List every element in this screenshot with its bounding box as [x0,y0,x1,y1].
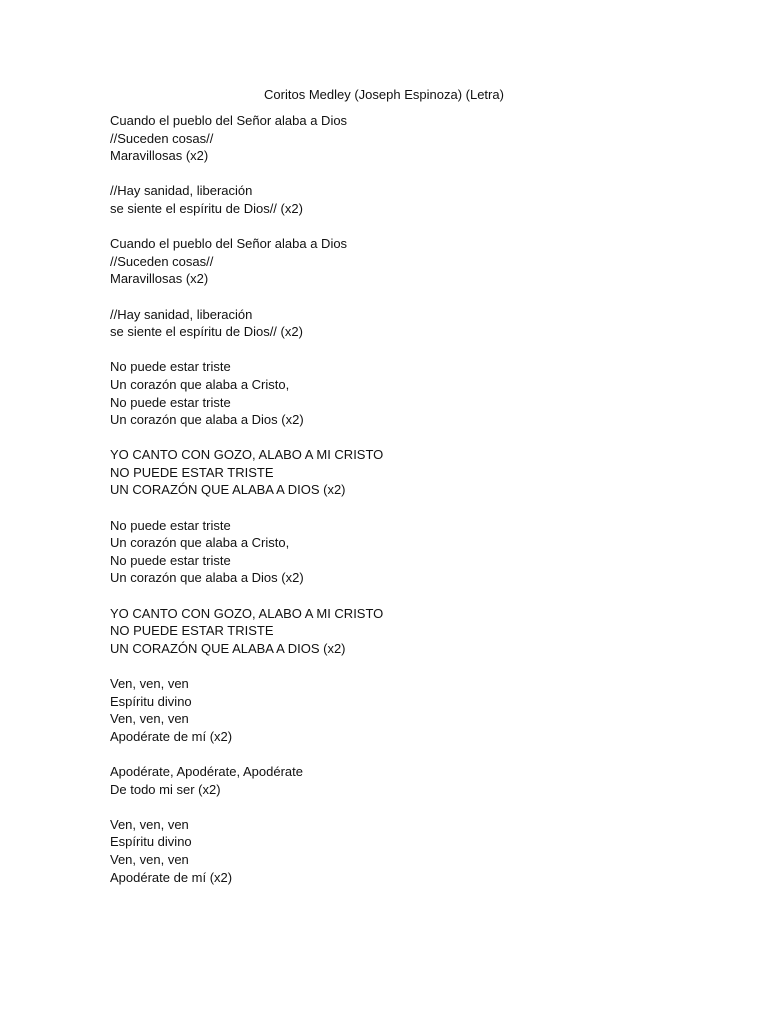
lyric-line: NO PUEDE ESTAR TRISTE [110,623,274,639]
lyric-line: Ven, ven, ven [110,816,189,832]
stanza [110,816,710,886]
lyric-line: //Hay sanidad, liberación [110,306,253,322]
lyric-line: Un corazón que alaba a Dios (x2) [110,412,304,428]
lyric-line: NO PUEDE ESTAR TRISTE [110,464,274,480]
lyric-line: Espíritu divino [110,834,192,850]
lyric-line: Cuando el pueblo del Señor alaba a Dios [110,236,348,252]
lyric-line: Un corazón que alaba a Cristo, [110,376,290,392]
lyric-line: Un corazón que alaba a Dios (x2) [110,570,304,586]
stanza [110,112,710,165]
stanza [110,358,710,428]
lyric-line: No puede estar triste [110,552,231,568]
lyric-line: //Suceden cosas// [110,130,214,146]
lyric-line: Cuando el pueblo del Señor alaba a Dios [110,113,348,128]
lyric-line: Ven, ven, ven [110,851,189,867]
lyric-line: YO CANTO CON GOZO, ALABO A MI CRISTO [110,447,384,463]
stanza [110,675,710,745]
lyric-line: YO CANTO CON GOZO, ALABO A MI CRISTO [110,605,384,621]
lyric-line: //Suceden cosas// [110,253,214,269]
lyric-line: Apodérate de mí (x2) [110,869,233,885]
document-title: Coritos Medley (Joseph Espinoza) (Letra) [264,87,504,102]
lyric-line: No puede estar triste [110,359,231,375]
lyric-line: Espíritu divino [110,693,192,709]
lyric-line: UN CORAZÓN QUE ALABA A DIOS (x2) [110,482,346,498]
stanza [110,235,710,288]
lyric-line: Ven, ven, ven [110,676,189,691]
lyric-line: Un corazón que alaba a Cristo, [110,535,290,551]
lyric-line: De todo mi ser (x2) [110,781,221,797]
stanza [110,763,710,798]
lyric-line: se siente el espíritu de Dios// (x2) [110,324,303,340]
lyric-line: No puede estar triste [110,517,231,533]
stanza [110,446,710,499]
stanza [110,605,710,658]
lyric-line: //Hay sanidad, liberación [110,183,253,199]
stanza [110,306,710,341]
lyric-line: Maravillosas (x2) [110,148,209,164]
lyric-line: Maravillosas (x2) [110,271,209,287]
lyric-line: Apodérate de mí (x2) [110,728,233,744]
lyric-line: UN CORAZÓN QUE ALABA A DIOS (x2) [110,640,346,656]
lyric-line: se siente el espíritu de Dios// (x2) [110,200,303,216]
lyric-line: Ven, ven, ven [110,711,189,727]
lyric-line: Apodérate, Apodérate, Apodérate [110,763,303,779]
lyric-line: No puede estar triste [110,394,231,410]
stanza [110,517,710,587]
lyrics-body [110,112,710,886]
stanza [110,182,710,217]
